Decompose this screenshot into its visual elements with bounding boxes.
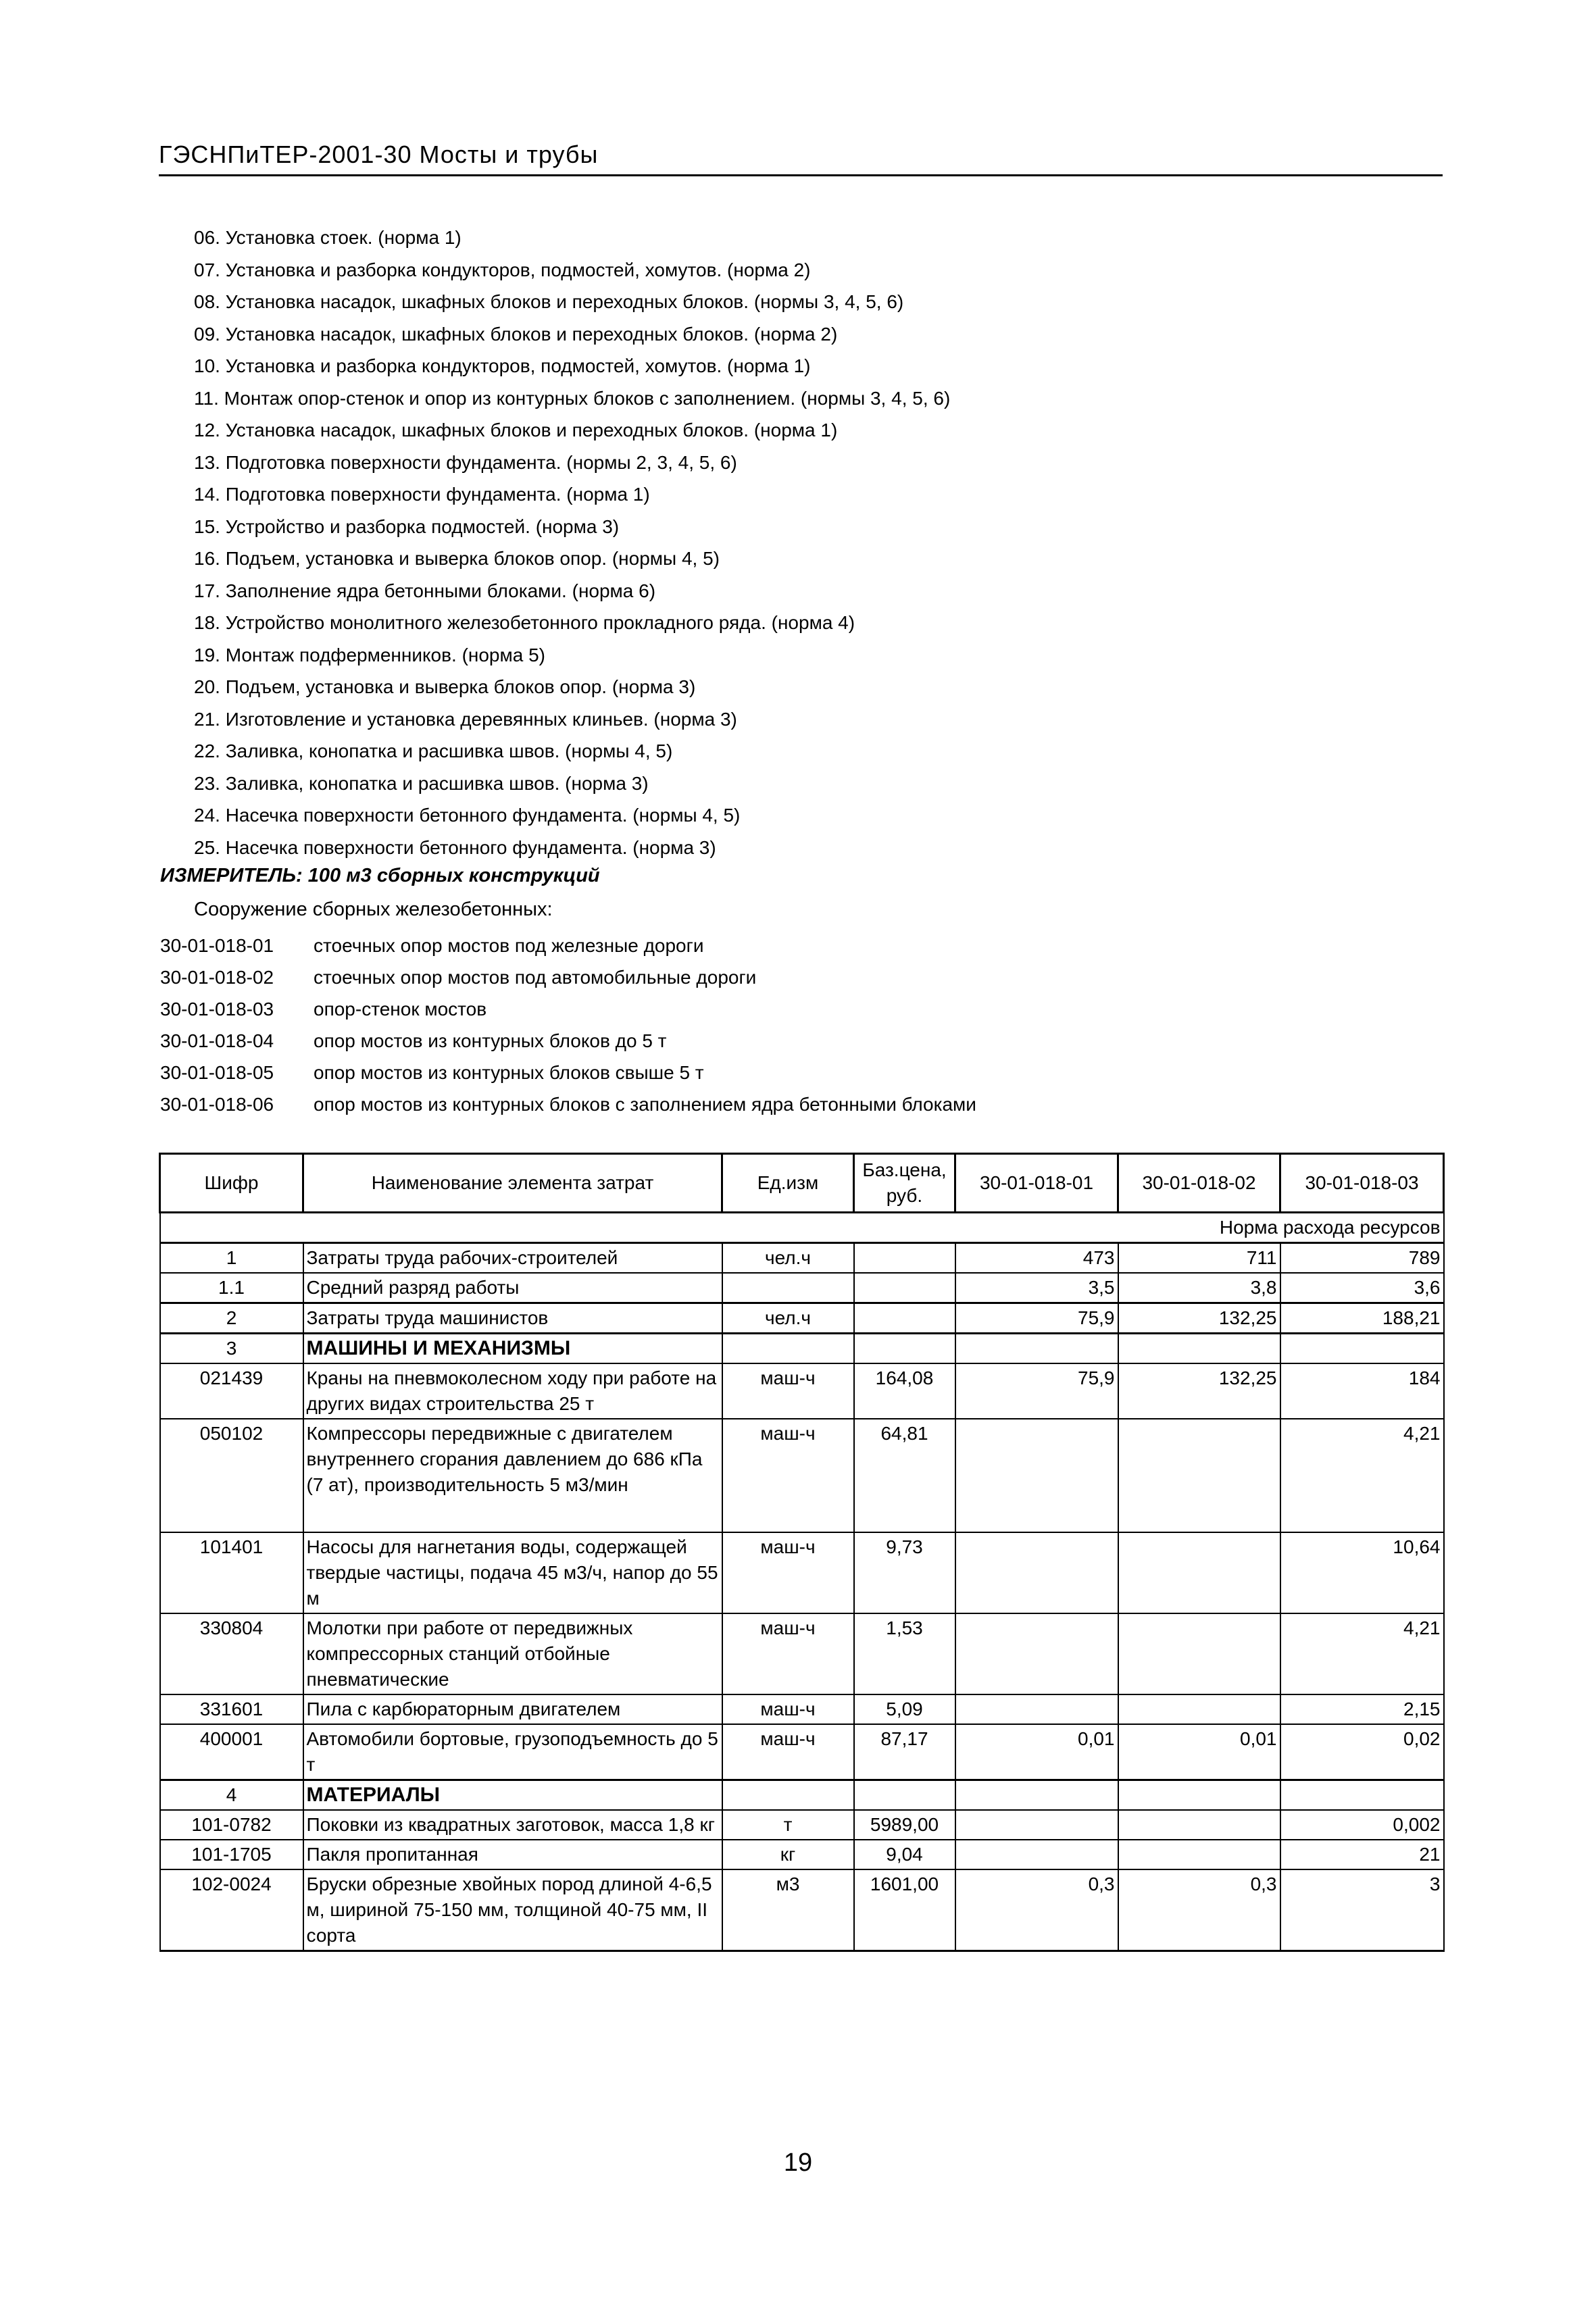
work-step: 25. Насечка поверхности бетонного фундамента. (норма 3) [194,836,716,858]
measurement-unit: ИЗМЕРИТЕЛЬ: 100 м3 сборных конструкций [160,865,600,886]
cell-unit: чел.ч [722,1303,854,1334]
cell-name: Молотки при работе от передвижных компрессорных станций отбойные пневматические [303,1613,722,1694]
work-step: 15. Устройство и разборка подмостей. (норма 3) [194,515,620,537]
table-header-row [160,1154,1444,1213]
cell-col-3: 4,21 [1280,1613,1444,1694]
cell-code: 102-0024 [160,1869,303,1951]
table-row [160,1363,1444,1419]
cell-col-2 [1118,1810,1280,1840]
work-step: 19. Монтаж подферменников. (норма 5) [194,644,545,665]
cell-name: Компрессоры передвижные с двигателем внутреннего сгорания давлением до 686 кПа (7 ат), производительность 5 м3/мин [303,1419,722,1532]
code-desc: опор мостов из контурных блоков свыше 5 т [314,1062,704,1083]
cell-name: Пила с карбюраторным двигателем [303,1694,722,1724]
cell-code: 400001 [160,1724,303,1780]
code-id: 30-01-018-06 [160,1094,274,1115]
table-row [160,1419,1444,1532]
cell-col-1 [955,1694,1118,1724]
work-step: 23. Заливка, конопатка и расшивка швов. (норма 3) [194,772,649,794]
cell-col-1: 473 [955,1243,1118,1274]
cell-code: 1 [160,1243,303,1274]
table-row [160,1694,1444,1724]
code-id: 30-01-018-05 [160,1062,274,1083]
cell-code: 2 [160,1303,303,1334]
page-number: 19 [783,2148,813,2177]
cell-unit: кг [722,1840,854,1869]
cell-unit: маш-ч [722,1724,854,1780]
header-col-2: 30-01-018-02 [1118,1154,1280,1213]
cell-col-3: 0,002 [1280,1810,1444,1840]
cell-price [854,1273,955,1303]
cell-col-1 [955,1613,1118,1694]
cell-code: 3 [160,1334,303,1364]
cell-code: 330804 [160,1613,303,1694]
cell-code: 101-0782 [160,1810,303,1840]
code-desc: опор мостов из контурных блоков с заполнением ядра бетонными блоками [314,1094,976,1115]
cell-unit: чел.ч [722,1243,854,1274]
header-name: Наименование элемента затрат [303,1154,722,1213]
cell-name: Поковки из квадратных заготовок, масса 1,8 кг [303,1810,722,1840]
section-title: МАШИНЫ И МЕХАНИЗМЫ [303,1334,722,1364]
cell-price: 9,04 [854,1840,955,1869]
cell-col-1 [955,1419,1118,1532]
code-row [160,1025,1376,1057]
norm-label: Норма расхода ресурсов [160,1213,1444,1243]
header-unit: Ед.изм [722,1154,854,1213]
table-row [160,1613,1444,1694]
work-step: 22. Заливка, конопатка и расшивка швов. (нормы 4, 5) [194,740,673,761]
cell-name: Насосы для нагнетания воды, содержащей твердые частицы, подача 45 м3/ч, напор до 55 м [303,1532,722,1613]
work-step: 12. Установка насадок, шкафных блоков и переходных блоков. (норма 1) [194,420,838,441]
cell-col-2 [1118,1419,1280,1532]
cell-price [854,1303,955,1334]
section-row [160,1780,1444,1811]
code-desc: опор мостов из контурных блоков до 5 т [314,1030,667,1051]
table-row [160,1810,1444,1840]
cell-unit: м3 [722,1869,854,1951]
cell-col-2: 132,25 [1118,1363,1280,1419]
cell-code: 331601 [160,1694,303,1724]
cell-col-3: 3,6 [1280,1273,1444,1303]
cell-price: 164,08 [854,1363,955,1419]
cell-col-2: 0,01 [1118,1724,1280,1780]
cell-name: Краны на пневмоколесном ходу при работе на других видах строительства 25 т [303,1363,722,1419]
cell-col-1 [955,1532,1118,1613]
cell-price [854,1243,955,1274]
cell-unit: маш-ч [722,1613,854,1694]
cell-name: Затраты труда машинистов [303,1303,722,1334]
code-desc: стоечных опор мостов под автомобильные дороги [314,967,757,988]
section-title: МАТЕРИАЛЫ [303,1780,722,1811]
work-step: 07. Установка и разборка кондукторов, подмостей, хомутов. (норма 2) [194,259,811,280]
running-header: ГЭСНПиТЕР-2001-30 Мосты и трубы [159,141,599,168]
code-row [160,993,1376,1025]
cell-col-3: 21 [1280,1840,1444,1869]
cell-name: Пакля пропитанная [303,1840,722,1869]
header-price: Баз.цена, руб. [854,1154,955,1213]
code-id: 30-01-018-03 [160,999,274,1020]
cell-code: 050102 [160,1419,303,1532]
cell-price: 5,09 [854,1694,955,1724]
cell-code: 1.1 [160,1273,303,1303]
cell-col-2 [1118,1840,1280,1869]
code-list [160,930,1376,1120]
work-step: 20. Подъем, установка и выверка блоков опор. (норма 3) [194,676,696,697]
cell-col-3: 10,64 [1280,1532,1444,1613]
work-steps-list [194,222,1410,863]
cell-col-2: 132,25 [1118,1303,1280,1334]
header-code: Шифр [160,1154,303,1213]
cell-col-3: 2,15 [1280,1694,1444,1724]
section-row [160,1334,1444,1364]
cell-col-3: 4,21 [1280,1419,1444,1532]
cell-col-1 [955,1840,1118,1869]
work-step: 13. Подготовка поверхности фундамента. (нормы 2, 3, 4, 5, 6) [194,451,737,473]
work-step: 10. Установка и разборка кондукторов, подмостей, хомутов. (норма 1) [194,355,811,376]
cell-price: 87,17 [854,1724,955,1780]
work-step: 24. Насечка поверхности бетонного фундамента. (нормы 4, 5) [194,805,741,826]
cell-col-2 [1118,1613,1280,1694]
work-step: 11. Монтаж опор-стенок и опор из контурных блоков с заполнением. (нормы 3, 4, 5, 6) [194,387,951,409]
cell-code: 4 [160,1780,303,1811]
cell-unit: маш-ч [722,1694,854,1724]
cell-name: Бруски обрезные хвойных пород длиной 4-6,5 м, шириной 75-150 мм, толщиной 40-75 мм, II сорта [303,1869,722,1951]
header-col-3: 30-01-018-03 [1280,1154,1444,1213]
cell-col-1 [955,1810,1118,1840]
code-row [160,1088,1376,1120]
cell-col-2: 711 [1118,1243,1280,1274]
cell-col-3: 0,02 [1280,1724,1444,1780]
cell-unit [722,1273,854,1303]
work-step: 14. Подготовка поверхности фундамента. (норма 1) [194,484,650,505]
cell-name: Автомобили бортовые, грузоподъемность до 5 т [303,1724,722,1780]
code-id: 30-01-018-04 [160,1030,274,1051]
cell-col-2: 3,8 [1118,1273,1280,1303]
table-row [160,1303,1444,1334]
table-row [160,1869,1444,1951]
resource-norms-table [159,1153,1445,1952]
work-step: 18. Устройство монолитного железобетонного прокладного ряда. (норма 4) [194,612,855,633]
code-desc: стоечных опор мостов под железные дороги [314,935,704,956]
cell-price: 1,53 [854,1613,955,1694]
cell-col-3: 188,21 [1280,1303,1444,1334]
cell-col-1: 75,9 [955,1303,1118,1334]
cell-unit: маш-ч [722,1419,854,1532]
code-row [160,1057,1376,1088]
table-row [160,1243,1444,1274]
code-row [160,961,1376,993]
code-desc: опор-стенок мостов [314,999,487,1020]
work-step: 06. Установка стоек. (норма 1) [194,227,462,248]
cell-col-3: 3 [1280,1869,1444,1951]
cell-price: 5989,00 [854,1810,955,1840]
work-step: 17. Заполнение ядра бетонными блоками. (норма 6) [194,580,656,601]
cell-name: Затраты труда рабочих-строителей [303,1243,722,1274]
cell-col-3: 184 [1280,1363,1444,1419]
work-step: 21. Изготовление и установка деревянных клиньев. (норма 3) [194,708,737,730]
cell-unit: т [722,1810,854,1840]
code-id: 30-01-018-01 [160,935,274,956]
cell-unit: маш-ч [722,1363,854,1419]
header-divider [159,174,1443,176]
cell-col-1: 0,01 [955,1724,1118,1780]
code-row [160,930,1376,961]
work-step: 08. Установка насадок, шкафных блоков и переходных блоков. (нормы 3, 4, 5, 6) [194,291,904,312]
cell-price: 9,73 [854,1532,955,1613]
cell-col-2 [1118,1532,1280,1613]
cell-col-3: 789 [1280,1243,1444,1274]
code-id: 30-01-018-02 [160,967,274,988]
cell-col-1: 0,3 [955,1869,1118,1951]
cell-col-2: 0,3 [1118,1869,1280,1951]
cell-name: Средний разряд работы [303,1273,722,1303]
cell-price: 1601,00 [854,1869,955,1951]
table-row [160,1724,1444,1780]
cell-col-1: 3,5 [955,1273,1118,1303]
structure-caption: Сооружение сборных железобетонных: [194,899,553,920]
cell-col-2 [1118,1694,1280,1724]
norm-label-row [160,1213,1444,1243]
table-row [160,1273,1444,1303]
work-step: 16. Подъем, установка и выверка блоков опор. (нормы 4, 5) [194,548,720,569]
header-col-1: 30-01-018-01 [955,1154,1118,1213]
work-step: 09. Установка насадок, шкафных блоков и переходных блоков. (норма 2) [194,323,838,345]
table-row [160,1532,1444,1613]
cell-price: 64,81 [854,1419,955,1532]
cell-unit: маш-ч [722,1532,854,1613]
cell-code: 101-1705 [160,1840,303,1869]
cell-code: 101401 [160,1532,303,1613]
cell-col-1: 75,9 [955,1363,1118,1419]
cell-code: 021439 [160,1363,303,1419]
table-row [160,1840,1444,1869]
